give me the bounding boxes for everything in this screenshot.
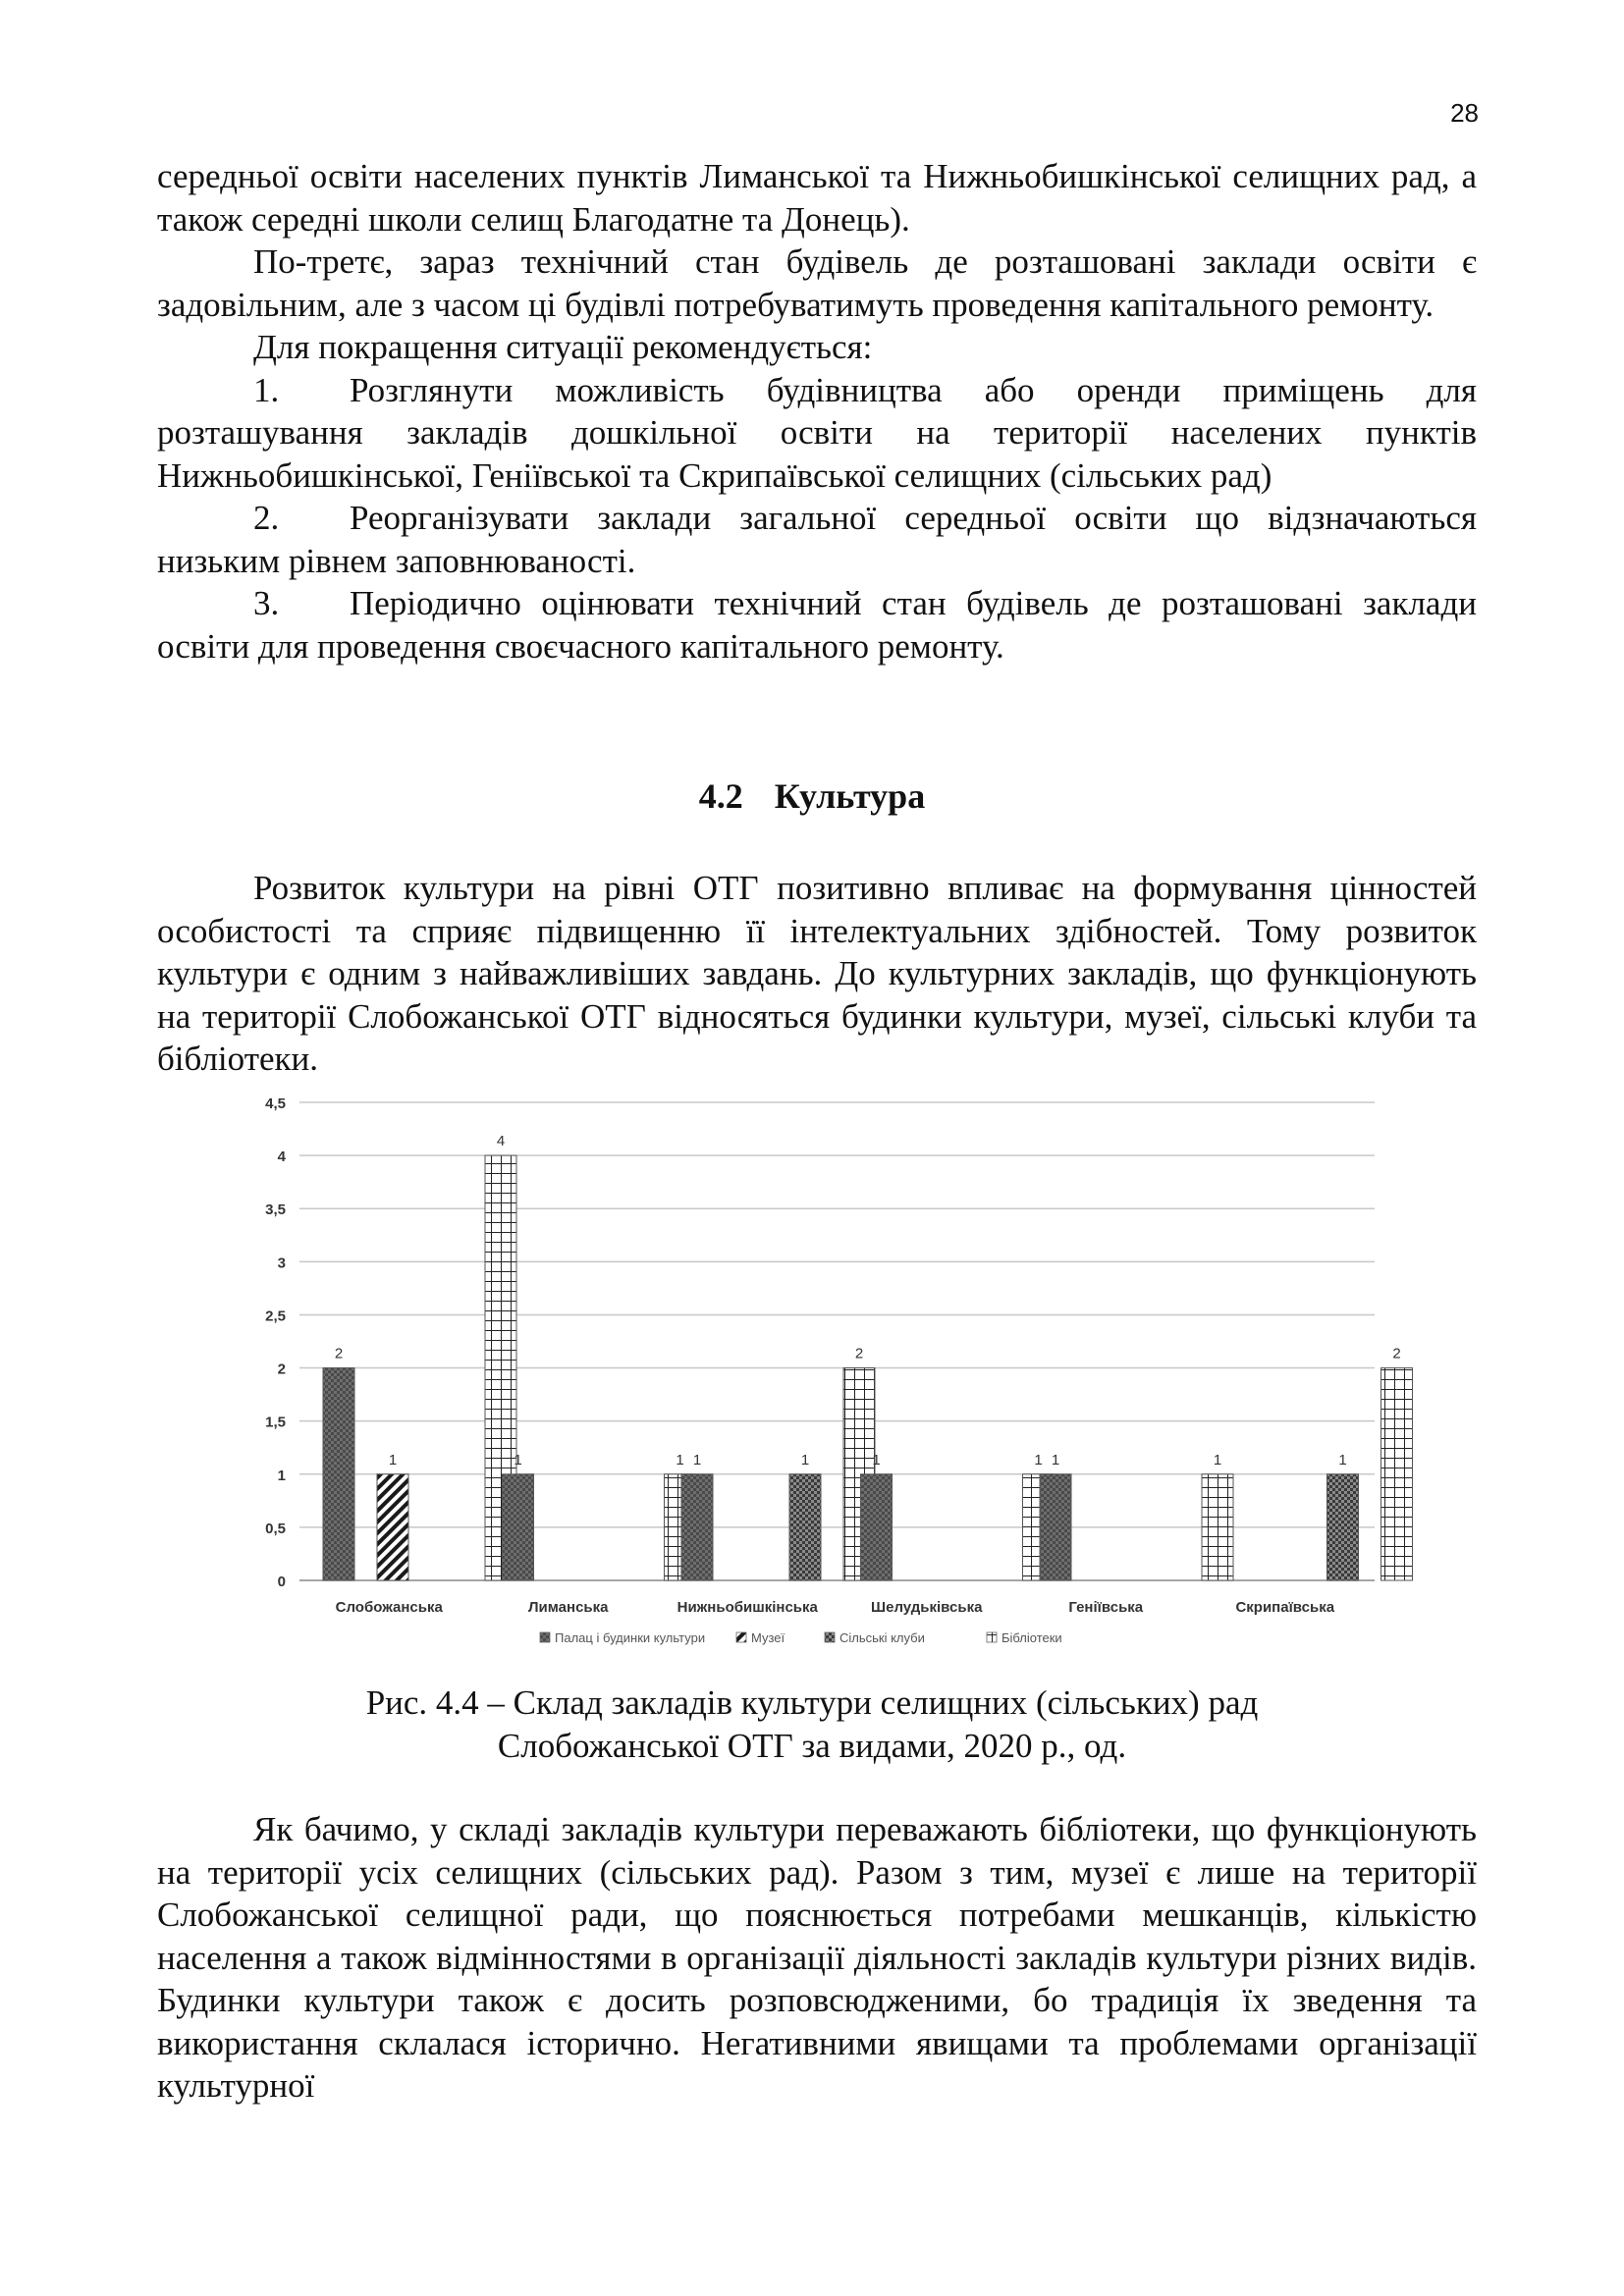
legend-swatch (825, 1632, 835, 1642)
data-label: 2 (854, 1345, 864, 1362)
data-label: 1 (676, 1451, 684, 1468)
legend-swatch (987, 1632, 997, 1642)
y-tick-label: 4 (277, 1148, 286, 1166)
legend (540, 1630, 1062, 1645)
y-tick-label: 2,5 (265, 1308, 286, 1325)
top-text-block (157, 155, 1477, 667)
paragraph-continuation: середньої освіти населених пунктів Лиманської та Нижньобишкінської селищних рад, а також середні школи селищ Благодатне та Донець). (157, 157, 1477, 239)
data-label: 1 (388, 1451, 398, 1468)
legend-label: Музеї (751, 1630, 785, 1645)
bottom-text-block (157, 1808, 1477, 2108)
paragraph-analysis: Як бачимо, у складі закладів культури переважають бібліотеки, що функціонують на території усіх селищних (сільських рад). Разом з тим, музеї є лише на території Слобожанської селищної ради, що пояснюється потребами мешканців, кількістю населення а також відмінностями в організації діяльності закладів культури різних видів. Будинки культури також є досить розповсюдженими, бо традиція їх зведення та використання склалася історично. Негативними явищами та проблемами організації культурної (157, 1810, 1477, 2105)
y-tick-label: 1,5 (265, 1414, 286, 1431)
figure-caption (0, 1682, 1624, 1768)
bar (861, 1474, 893, 1580)
paragraph-recommendations-intro: Для покращення ситуації рекомендується: (253, 328, 873, 366)
data-label: 1 (800, 1451, 810, 1468)
recommendation-item-3: 3. Періодично оцінювати технічний стан будівель де розташовані заклади освіти для проведення своєчасного капітального ремонту. (157, 584, 1477, 666)
y-tick-label: 3 (277, 1255, 286, 1272)
bar (323, 1368, 354, 1580)
caption-line-2: Слобожанської ОТГ за видами, 2020 р., од. (497, 1727, 1127, 1765)
data-label: 1 (1213, 1451, 1222, 1468)
data-label: 4 (496, 1133, 506, 1150)
data-label: 1 (872, 1451, 881, 1468)
intro-text-block (157, 867, 1477, 1081)
data-label: 2 (334, 1345, 344, 1362)
section-heading (0, 775, 1624, 817)
y-axis-ticks (265, 1095, 287, 1590)
paragraph-third-point: По-третє, зараз технічний стан будівель де розташовані заклади освіти є задовільним, але з часом ці будівлі потребуватимуть проведення капітального ремонту. (157, 242, 1477, 324)
x-axis-labels (336, 1599, 1335, 1616)
legend-swatch (540, 1632, 550, 1642)
legend-swatch (736, 1632, 746, 1642)
bar (1381, 1368, 1413, 1580)
bar (1040, 1474, 1071, 1580)
y-tick-label: 0,5 (265, 1520, 286, 1537)
data-label: 1 (1051, 1451, 1060, 1468)
culture-institutions-chart (245, 1085, 1401, 1674)
bar (377, 1474, 408, 1580)
page-number: 28 (1450, 98, 1479, 128)
y-tick-label: 4,5 (265, 1095, 286, 1112)
recommendation-item-2: 2. Реорганізувати заклади загальної середньої освіти що відзначаються низьким рівнем заповнюваності. (157, 499, 1477, 580)
bar (789, 1474, 821, 1580)
paragraph-culture-intro: Розвиток культури на рівні ОТГ позитивно впливає на формування цінностей особистості та сприяє підвищенню її інтелектуальних здібностей. Тому розвиток культури є одним з найважливіших завдань. До культурних закладів, що функціонують на території Слобожанської ОТГ відносяться будинки культури, музеї, сільські клуби та бібліотеки. (157, 869, 1477, 1078)
data-label: 1 (514, 1451, 522, 1468)
y-tick-label: 1 (277, 1467, 286, 1484)
chart-svg (245, 1085, 1401, 1674)
caption-line-1: Рис. 4.4 – Склад закладів культури селищних (сільських) рад (365, 1683, 1259, 1722)
x-tick-label: Шелудьківська (871, 1599, 983, 1616)
legend-label: Сільські клуби (839, 1630, 925, 1645)
section-number: 4.2 (698, 776, 743, 816)
x-tick-label: Скрипаївська (1235, 1599, 1335, 1616)
x-tick-label: Геніївська (1068, 1599, 1144, 1616)
data-label: 2 (1392, 1345, 1401, 1362)
legend-label: Палац і будинки культури (555, 1630, 706, 1645)
bar (681, 1474, 713, 1580)
data-label: 1 (1338, 1451, 1347, 1468)
legend-label: Бібліотеки (1001, 1630, 1062, 1645)
bar (1327, 1474, 1359, 1580)
section-title: Культура (774, 776, 926, 816)
x-tick-label: Нижньобишкінська (677, 1599, 818, 1616)
x-tick-label: Слобожанська (335, 1599, 443, 1616)
x-tick-label: Лиманська (528, 1599, 609, 1616)
y-tick-label: 2 (277, 1361, 286, 1378)
bar (503, 1474, 534, 1580)
y-tick-label: 0 (277, 1574, 286, 1590)
recommendation-item-1: 1. Розглянути можливість будівництва або оренди приміщень для розташування закладів дошкільної освіти на території населених пунктів Нижньобишкінської, Геніївської та Скрипаївської селищних (сільських рад) (157, 370, 1477, 495)
data-label: 1 (1034, 1451, 1043, 1468)
bar (1202, 1474, 1233, 1580)
y-tick-label: 3,5 (265, 1201, 286, 1219)
data-label: 1 (692, 1451, 702, 1468)
